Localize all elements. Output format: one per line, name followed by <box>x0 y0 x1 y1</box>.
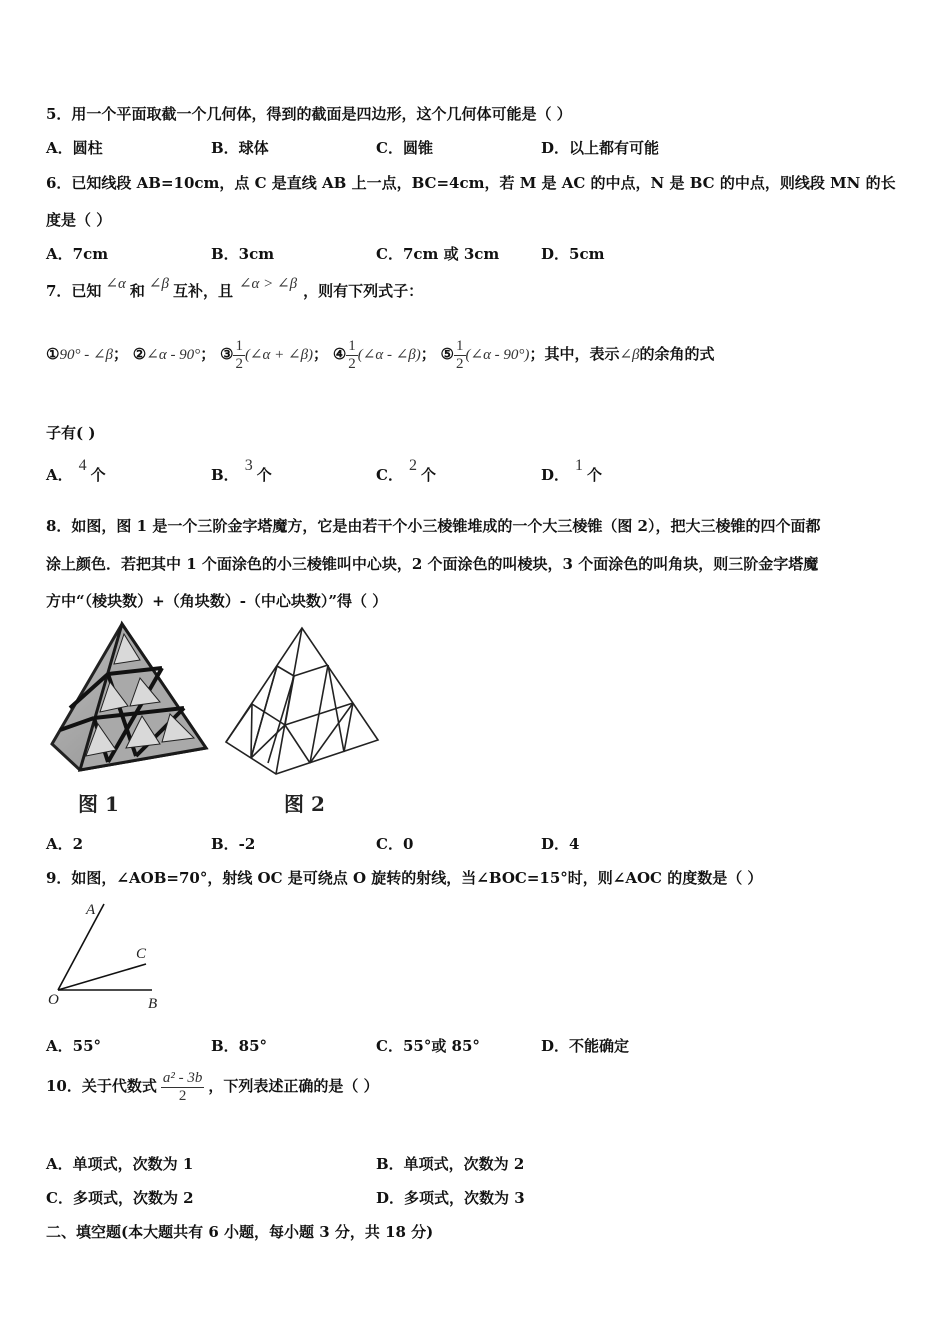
angle-diagram <box>44 896 174 1016</box>
q7-option-d[interactable]: D．1个 <box>541 457 603 484</box>
q7-alpha: ∠α <box>105 276 126 292</box>
q6-stem-line1: 6．已知线段 AB=10cm，点 C 是直线 AB 上一点，BC=4cm，若 M 是 AC 的中点，N 是 BC 的中点，则线段 MN 的长 <box>46 174 896 192</box>
q8-option-a[interactable]: A．2 <box>46 835 84 853</box>
q7-condition: ∠α > ∠β <box>238 276 298 292</box>
q10-option-b[interactable]: B．单项式，次数为 2 <box>376 1155 525 1173</box>
q7-expr4-fraction: $\frac{1}{2}$ <box>348 338 356 372</box>
q5-option-d[interactable]: D．以上都有可能 <box>541 139 660 157</box>
q7-expr5-label: ⑤ <box>440 345 454 363</box>
q7-expr5: (∠α - 90°) <box>465 347 530 363</box>
q7-expr2: ∠α - 90° <box>146 347 201 363</box>
q7-expr3: (∠α + ∠β) <box>244 347 314 363</box>
q7-sep2: ； <box>200 345 216 363</box>
q7-expr3-label: ③ <box>219 345 234 363</box>
q7-he: 和 <box>129 282 145 300</box>
q7-sep1: ； <box>113 345 129 363</box>
q7-option-b[interactable]: B．3个 <box>211 457 272 484</box>
q7-expr3-fraction: $\frac{1}{2}$ <box>235 338 243 372</box>
q5-option-a[interactable]: A．圆柱 <box>46 139 103 157</box>
q7-expr1-label: ① <box>46 345 60 363</box>
q9-stem: 9．如图，∠AOB=70°，射线 OC 是可绕点 O 旋转的射线，当∠BOC=15°时，则∠AOC 的度数是（ ） <box>46 869 763 887</box>
q5-option-b[interactable]: B．球体 <box>211 139 269 157</box>
q7-expr4-label: ④ <box>332 345 347 363</box>
pyramid-diagram-figure <box>222 624 382 780</box>
q7-expr1: 90° - ∠β <box>59 347 113 363</box>
q7-expr2-label: ② <box>132 345 147 363</box>
q6-option-c[interactable]: C．7cm 或 3cm <box>376 245 500 263</box>
q7-qizhong: ；其中，表示 <box>529 345 620 363</box>
q7-num: 7．已知 <box>46 282 102 300</box>
q6-stem-line2: 度是（ ） <box>46 211 112 229</box>
q8-stem-line1: 8．如图，图 1 是一个三阶金字塔魔方，它是由若干个小三棱锥堆成的一个大三棱锥（图 2），把大三棱锥的四个面都 <box>46 517 821 535</box>
q7-option-a[interactable]: A．4个 <box>46 457 106 484</box>
section2-title: 二、填空题(本大题共有 6 小题，每小题 3 分，共 18 分) <box>46 1223 434 1241</box>
q10-numerator: a² - 3b <box>162 1070 203 1086</box>
label-b: B <box>148 996 158 1012</box>
q7-beta: ∠β <box>148 276 169 292</box>
q7-expr4: (∠α - ∠β) <box>357 347 421 363</box>
q6-option-a[interactable]: A．7cm <box>46 245 109 263</box>
q7-tail: ，则有下列式子： <box>303 282 424 300</box>
q10-prefix: 10．关于代数式 <box>46 1077 157 1095</box>
q10-stem <box>46 1070 379 1104</box>
figure1-caption: 图 1 <box>78 792 119 816</box>
q7-option-c[interactable]: C．2个 <box>376 457 436 484</box>
q7-stem <box>46 276 424 301</box>
q10-denominator: 2 <box>178 1087 187 1104</box>
q8-stem-line3: 方中“（棱块数）+（角块数）-（中心块数）”得（ ） <box>46 592 388 610</box>
q7-hubu: 互补，且 <box>172 282 233 300</box>
pyramix-photo-figure <box>44 620 210 780</box>
q7-sep3: ； <box>313 345 329 363</box>
q5-option-c[interactable]: C．圆锥 <box>376 139 433 157</box>
figure2-caption: 图 2 <box>284 792 325 816</box>
q5-stem: 5．用一个平面取截一个几何体，得到的截面是四边形，这个几何体可能是（ ） <box>46 105 572 123</box>
q7-sep4: ； <box>420 345 436 363</box>
q9-option-a[interactable]: A．55° <box>46 1037 102 1055</box>
q10-option-c[interactable]: C．多项式，次数为 2 <box>46 1189 194 1207</box>
q7-line3: 子有( ) <box>46 424 96 442</box>
q6-option-b[interactable]: B．3cm <box>211 245 275 263</box>
q7-yujiao: 的余角的式 <box>639 345 715 363</box>
q8-option-b[interactable]: B．-2 <box>211 835 256 853</box>
q6-option-d[interactable]: D．5cm <box>541 245 605 263</box>
label-c: C <box>136 946 147 962</box>
q7-beta2: ∠β <box>619 347 640 363</box>
q9-option-d[interactable]: D．不能确定 <box>541 1037 630 1055</box>
q10-fraction <box>161 1070 205 1104</box>
q7-expressions <box>46 338 715 372</box>
q10-option-d[interactable]: D．多项式，次数为 3 <box>376 1189 525 1207</box>
q9-option-b[interactable]: B．85° <box>211 1037 268 1055</box>
q10-option-a[interactable]: A．单项式，次数为 1 <box>46 1155 194 1173</box>
q8-option-c[interactable]: C．0 <box>376 835 414 853</box>
q8-stem-line2: 涂上颜色．若把其中 1 个面涂色的小三棱锥叫中心块，2 个面涂色的叫棱块，3 个面涂色的叫角块，则三阶金字塔魔 <box>46 555 819 573</box>
label-a: A <box>86 902 96 918</box>
q7-expr5-fraction: $\frac{1}{2}$ <box>456 338 464 372</box>
q9-option-c[interactable]: C．55°或 85° <box>376 1037 480 1055</box>
label-o: O <box>48 992 59 1008</box>
q8-option-d[interactable]: D．4 <box>541 835 580 853</box>
q10-suffix: ，下列表述正确的是（ ） <box>208 1077 379 1095</box>
